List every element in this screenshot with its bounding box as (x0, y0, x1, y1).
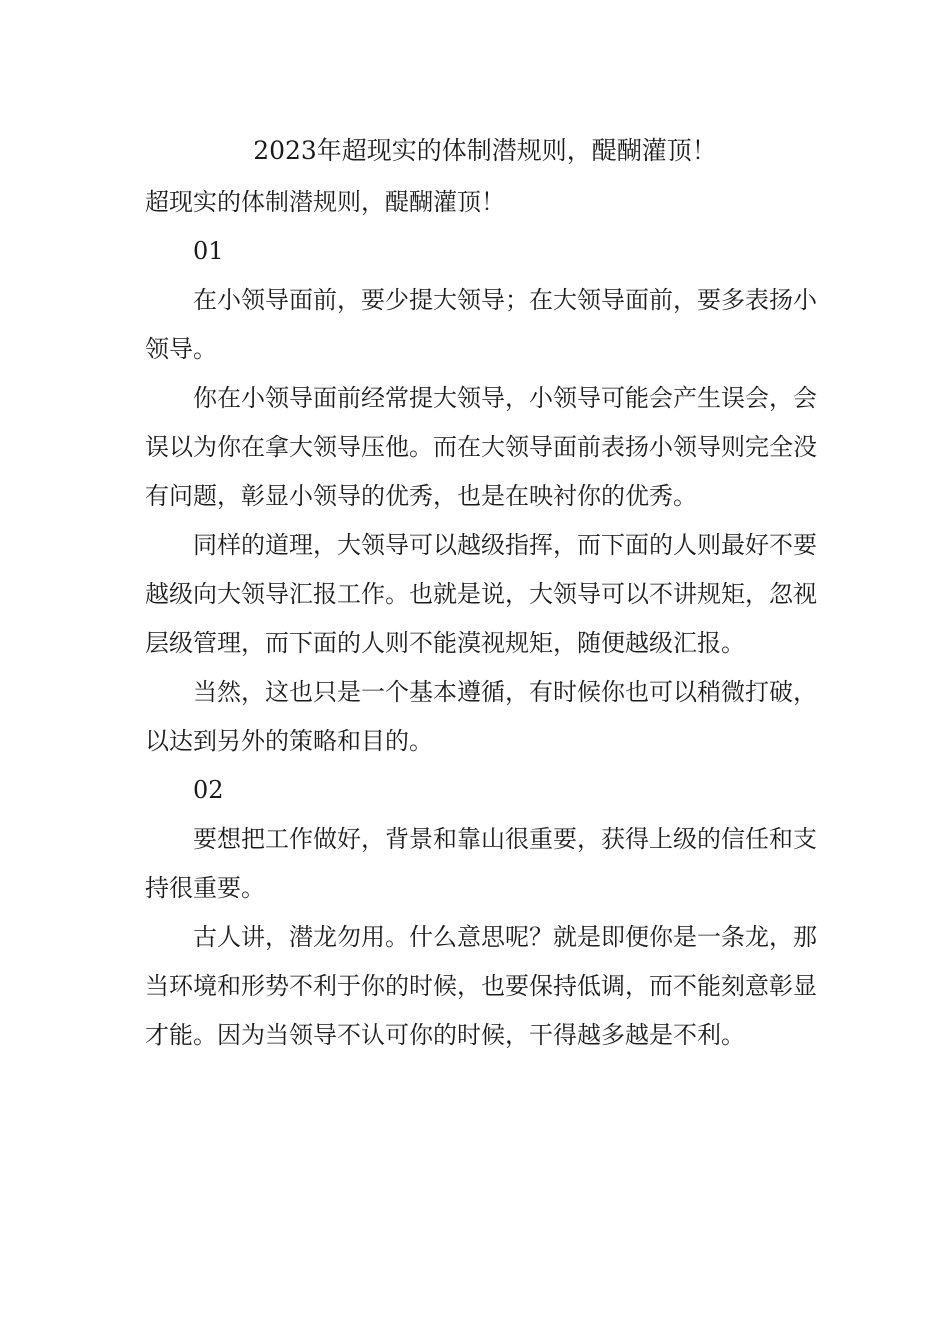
section-number: 02 (193, 776, 224, 804)
paragraph: 同样的道理，大领导可以越级指挥，而下面的人则最好不要越级向大领导汇报工作。也就是说，大领导可以不讲规矩，忽视层级管理，而下面的人则不能漠视规矩，随便越级汇报。 (145, 531, 817, 657)
paragraph: 古人讲，潜龙勿用。什么意思呢？就是即便你是一条龙，那当环境和形势不利于你的时候，也要保持低调，而不能刻意彰显才能。因为当领导不认可你的时候，干得越多越是不利。 (145, 923, 817, 1049)
document-body (145, 178, 817, 1060)
paragraph: 要想把工作做好，背景和靠山很重要，获得上级的信任和支持很重要。 (145, 825, 817, 902)
paragraph: 当然，这也只是一个基本遵循，有时候你也可以稍微打破，以达到另外的策略和目的。 (145, 678, 817, 755)
paragraph: 在小领导面前，要少提大领导；在大领导面前，要多表扬小领导。 (145, 286, 817, 363)
section-number: 01 (193, 237, 224, 265)
subtitle: 超现实的体制潜规则，醍醐灌顶！ (145, 188, 505, 216)
document-title: 2023年超现实的体制潜规则，醍醐灌顶！ (253, 136, 717, 165)
paragraph: 你在小领导面前经常提大领导，小领导可能会产生误会，会误以为你在拿大领导压他。而在大领导面前表扬小领导则完全没有问题，彰显小领导的优秀，也是在映衬你的优秀。 (145, 384, 817, 510)
